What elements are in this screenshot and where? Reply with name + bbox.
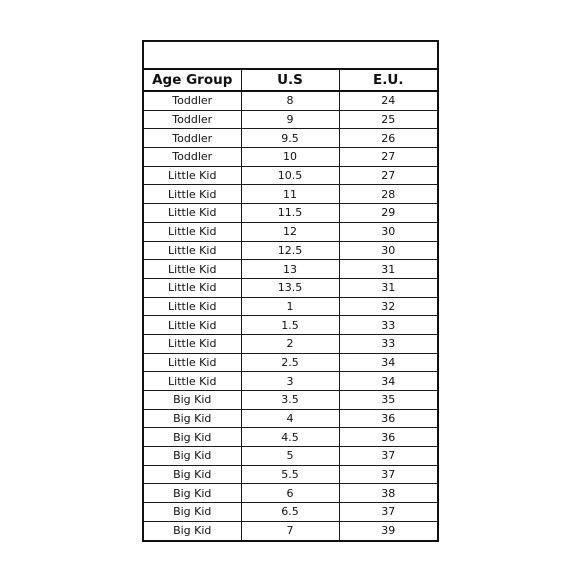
cell-eu-size: 31 — [339, 260, 438, 279]
cell-eu-size: 37 — [339, 447, 438, 466]
cell-us-size: 1.5 — [241, 316, 339, 335]
header-eu: E.U. — [339, 69, 438, 91]
table-row — [143, 409, 438, 428]
cell-age-group: Big Kid — [143, 503, 241, 522]
cell-eu-size: 30 — [339, 222, 438, 241]
cell-age-group: Big Kid — [143, 391, 241, 410]
cell-eu-size: 37 — [339, 503, 438, 522]
table-row — [143, 91, 438, 110]
cell-age-group: Big Kid — [143, 484, 241, 503]
cell-us-size: 2.5 — [241, 353, 339, 372]
table-row — [143, 353, 438, 372]
cell-age-group: Toddler — [143, 110, 241, 129]
cell-age-group: Little Kid — [143, 372, 241, 391]
table-row — [143, 148, 438, 167]
size-chart-table — [142, 40, 439, 542]
cell-eu-size: 33 — [339, 334, 438, 353]
cell-age-group: Big Kid — [143, 521, 241, 540]
table-title-row — [143, 41, 438, 69]
table-row — [143, 484, 438, 503]
cell-eu-size: 31 — [339, 278, 438, 297]
cell-us-size: 11 — [241, 185, 339, 204]
cell-us-size: 1 — [241, 297, 339, 316]
cell-eu-size: 27 — [339, 166, 438, 185]
cell-eu-size: 26 — [339, 129, 438, 148]
table-title — [143, 41, 438, 69]
cell-age-group: Little Kid — [143, 260, 241, 279]
cell-age-group: Little Kid — [143, 204, 241, 223]
table-row — [143, 465, 438, 484]
cell-eu-size: 36 — [339, 409, 438, 428]
cell-us-size: 10 — [241, 148, 339, 167]
table-header-row — [143, 69, 438, 91]
table-row — [143, 503, 438, 522]
cell-eu-size: 38 — [339, 484, 438, 503]
cell-eu-size: 36 — [339, 428, 438, 447]
cell-age-group: Toddler — [143, 129, 241, 148]
cell-eu-size: 29 — [339, 204, 438, 223]
cell-us-size: 9 — [241, 110, 339, 129]
cell-eu-size: 34 — [339, 372, 438, 391]
cell-eu-size: 24 — [339, 91, 438, 110]
cell-us-size: 10.5 — [241, 166, 339, 185]
cell-eu-size: 28 — [339, 185, 438, 204]
cell-us-size: 13 — [241, 260, 339, 279]
cell-us-size: 6 — [241, 484, 339, 503]
header-age-group: Age Group — [143, 69, 241, 91]
cell-age-group: Big Kid — [143, 465, 241, 484]
table-row — [143, 129, 438, 148]
cell-age-group: Big Kid — [143, 428, 241, 447]
cell-us-size: 8 — [241, 91, 339, 110]
cell-us-size: 6.5 — [241, 503, 339, 522]
table-row — [143, 391, 438, 410]
cell-eu-size: 34 — [339, 353, 438, 372]
table-row — [143, 260, 438, 279]
table-body — [143, 91, 438, 541]
cell-us-size: 3 — [241, 372, 339, 391]
cell-eu-size: 30 — [339, 241, 438, 260]
cell-eu-size: 39 — [339, 521, 438, 540]
table-row — [143, 297, 438, 316]
cell-us-size: 12 — [241, 222, 339, 241]
cell-age-group: Little Kid — [143, 278, 241, 297]
cell-us-size: 2 — [241, 334, 339, 353]
cell-age-group: Little Kid — [143, 222, 241, 241]
table-row — [143, 447, 438, 466]
cell-eu-size: 32 — [339, 297, 438, 316]
table-row — [143, 241, 438, 260]
cell-us-size: 4.5 — [241, 428, 339, 447]
cell-eu-size: 35 — [339, 391, 438, 410]
table-row — [143, 110, 438, 129]
table-row — [143, 334, 438, 353]
cell-us-size: 9.5 — [241, 129, 339, 148]
table-row — [143, 278, 438, 297]
cell-age-group: Little Kid — [143, 297, 241, 316]
cell-us-size: 7 — [241, 521, 339, 540]
table-row — [143, 222, 438, 241]
table-row — [143, 166, 438, 185]
cell-eu-size: 27 — [339, 148, 438, 167]
table-row — [143, 372, 438, 391]
cell-age-group: Little Kid — [143, 241, 241, 260]
cell-us-size: 13.5 — [241, 278, 339, 297]
cell-us-size: 11.5 — [241, 204, 339, 223]
cell-eu-size: 25 — [339, 110, 438, 129]
table-row — [143, 521, 438, 540]
header-us: U.S — [241, 69, 339, 91]
cell-us-size: 12.5 — [241, 241, 339, 260]
cell-us-size: 4 — [241, 409, 339, 428]
cell-age-group: Big Kid — [143, 447, 241, 466]
cell-age-group: Little Kid — [143, 185, 241, 204]
cell-eu-size: 37 — [339, 465, 438, 484]
cell-age-group: Little Kid — [143, 353, 241, 372]
table-row — [143, 316, 438, 335]
cell-us-size: 3.5 — [241, 391, 339, 410]
cell-age-group: Toddler — [143, 91, 241, 110]
cell-age-group: Big Kid — [143, 409, 241, 428]
cell-age-group: Toddler — [143, 148, 241, 167]
cell-us-size: 5.5 — [241, 465, 339, 484]
cell-us-size: 5 — [241, 447, 339, 466]
table-row — [143, 204, 438, 223]
cell-age-group: Little Kid — [143, 334, 241, 353]
cell-age-group: Little Kid — [143, 166, 241, 185]
cell-eu-size: 33 — [339, 316, 438, 335]
table-row — [143, 185, 438, 204]
table-row — [143, 428, 438, 447]
cell-age-group: Little Kid — [143, 316, 241, 335]
